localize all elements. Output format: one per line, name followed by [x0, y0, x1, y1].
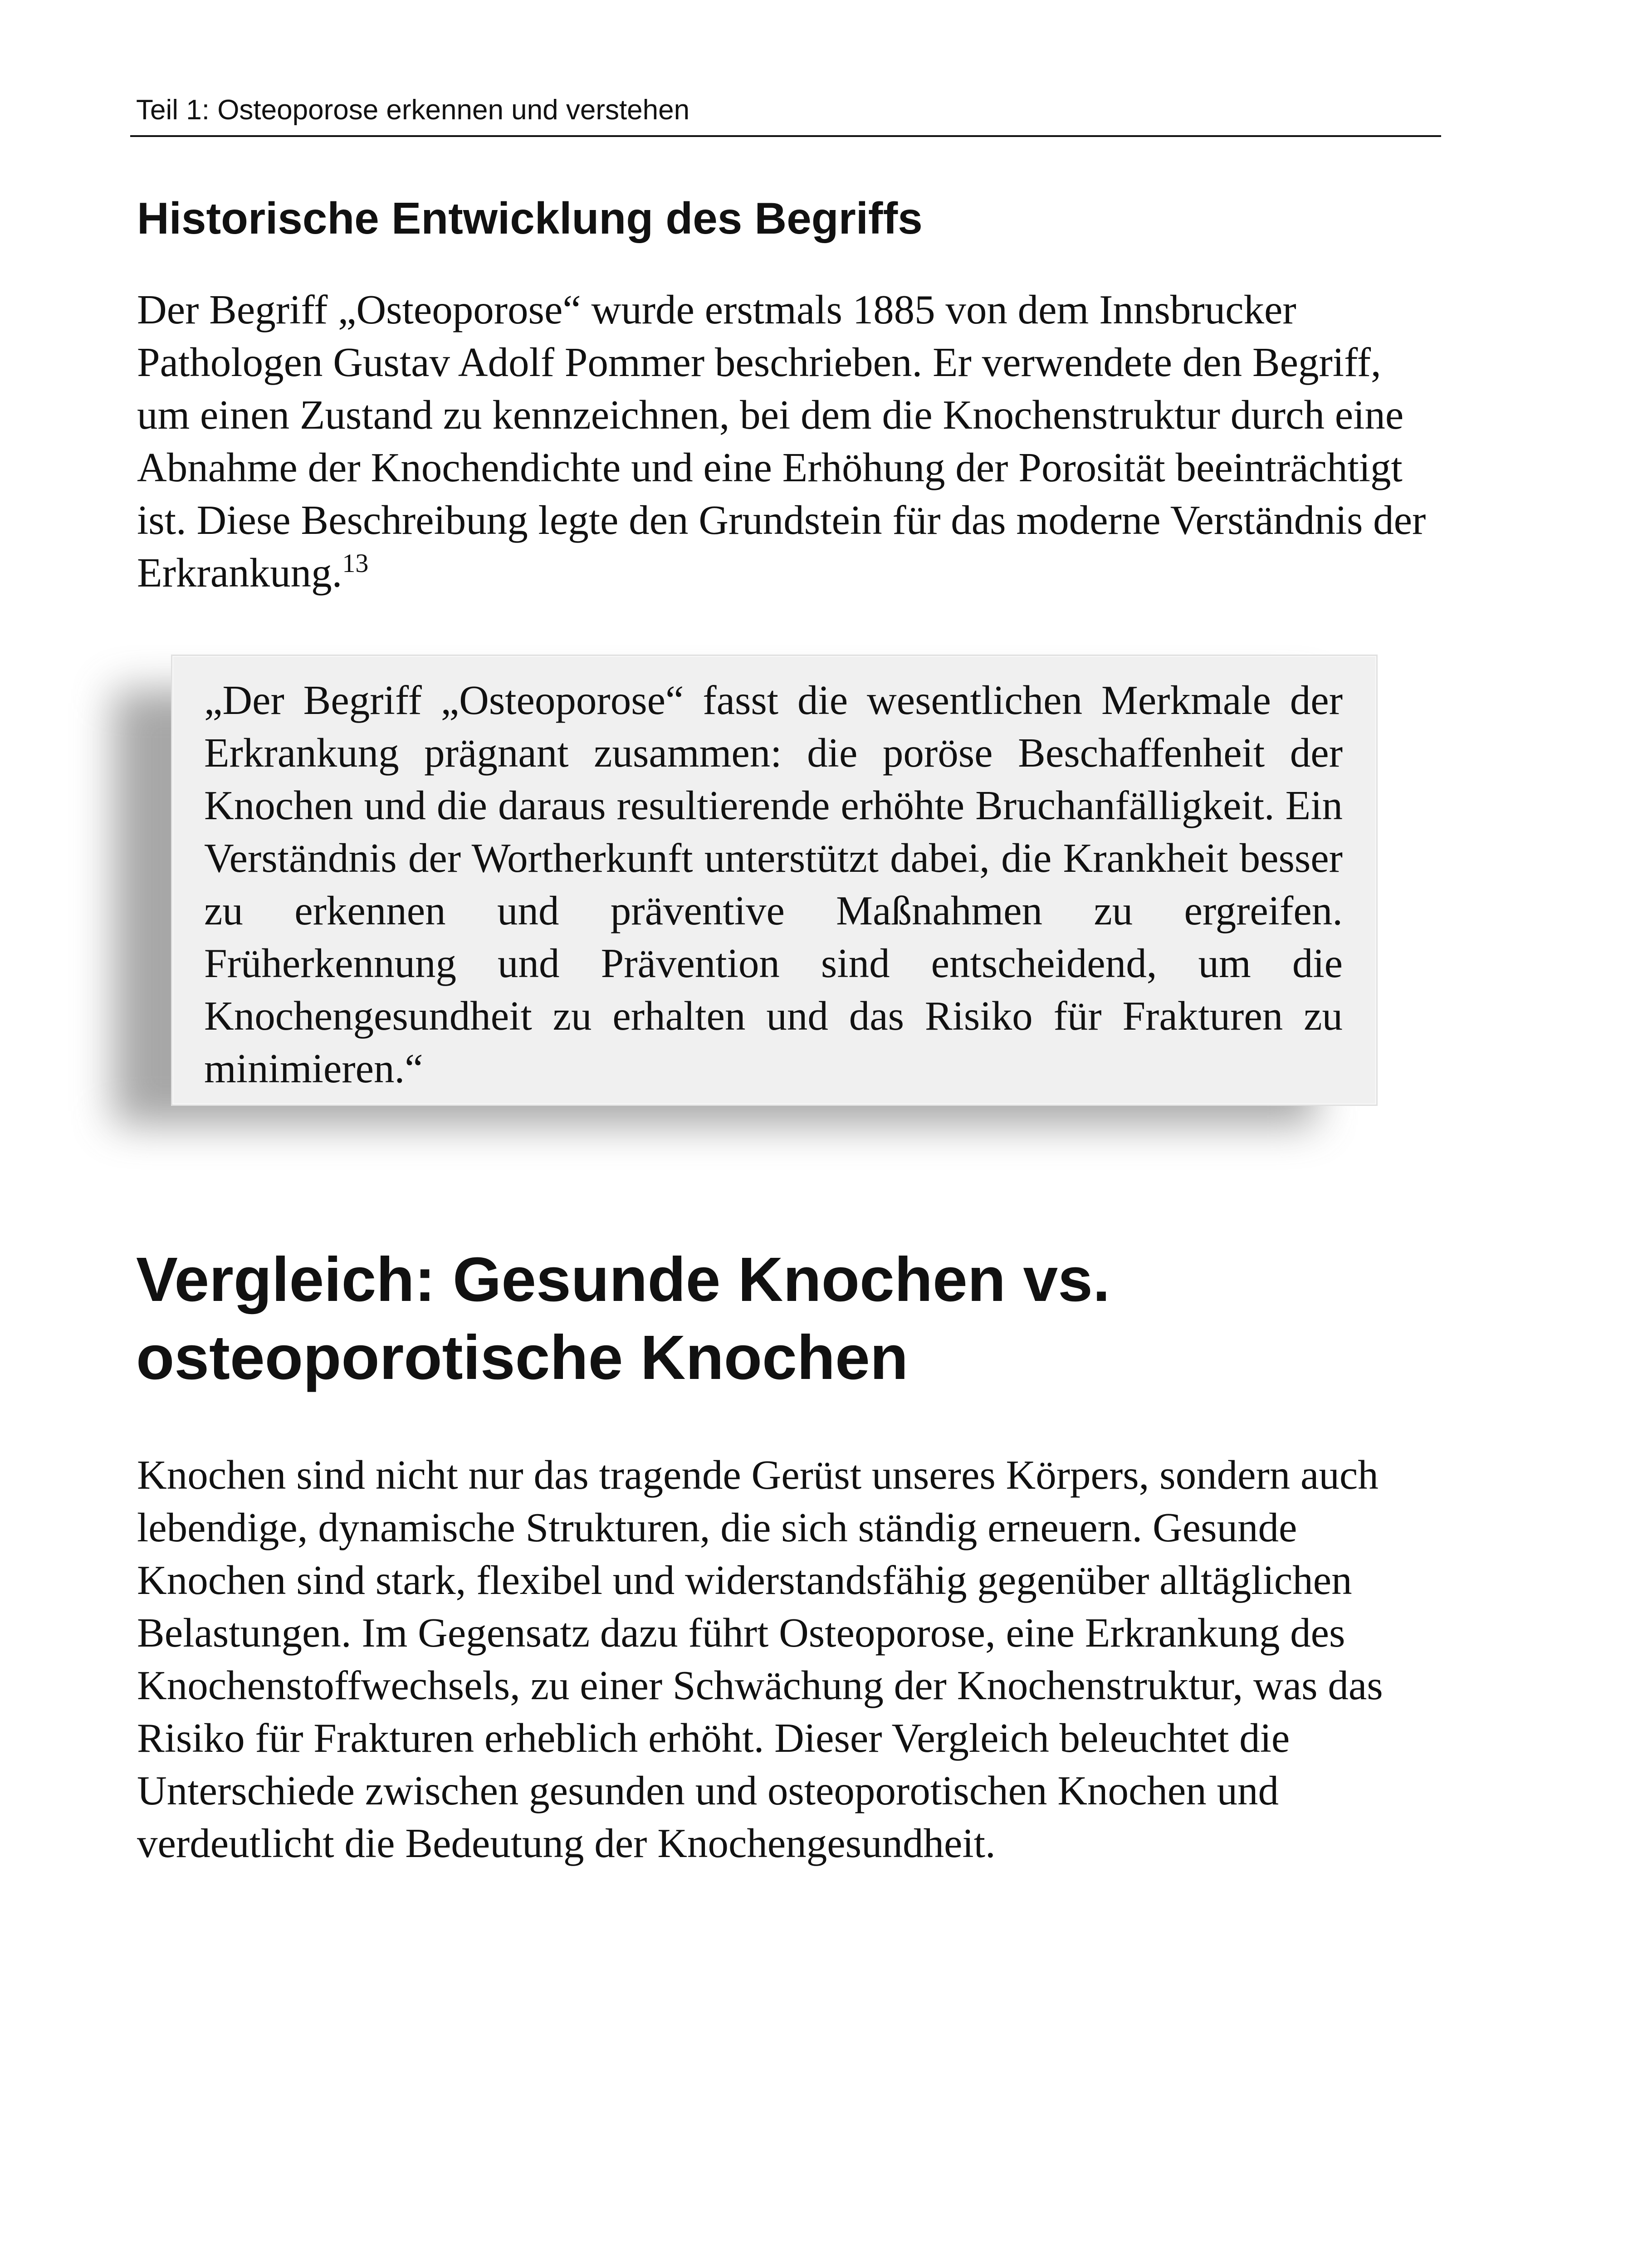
section-heading-history: Historische Entwicklung des Begriffs	[137, 193, 923, 243]
history-paragraph-text: Der Begriff „Osteoporose“ wurde erstmals 1885 von dem Innsbrucker Pathologen Gustav Adolf Pommer beschrieben. Er verwendete den Begriff, um einen Zustand zu kennzeichnen, bei dem die Knochenstruktur durch eine Abnahme der Knochendichte und eine Erhöhung der Porosität beeinträchtigt ist. Diese Beschreibung legte den Grundstein für das moderne Verständnis der Erkrankung.	[137, 287, 1426, 596]
header-divider	[130, 135, 1441, 137]
footnote-reference: 13	[342, 548, 369, 578]
quote-text: „Der Begriff „Osteoporose“ fasst die wesentlichen Merkmale der Erkrankung prägnant zusammen: die poröse Beschaffenheit der Knochen und die daraus resultierende erhöhte Bruchanfälligkeit. Ein Verständnis der Wortherkunft unterstützt dabei, die Krankheit besser zu erkennen und präventive Maßnahmen zu ergreifen. Früherkennung und Prävention sind entscheidend, um die Knochengesundheit zu erhalten und das Risiko für Frakturen zu minimieren.“	[204, 677, 1343, 1091]
comparison-paragraph: Knochen sind nicht nur das tragende Gerüst unseres Körpers, sondern auch lebendige, dynamische Strukturen, die sich ständig erneuern. Gesunde Knochen sind stark, flexibel und widerstandsfähig gegenüber alltäglichen Belastungen. Im Gegensatz dazu führt Osteoporose, eine Erkrankung des Knochenstoffwechsels, zu einer Schwächung der Knochenstruktur, was das Risiko für Frakturen erheblich erhöht. Dieser Vergleich beleuchtet die Unterschiede zwischen gesunden und osteoporotischen Knochen und verdeutlicht die Bedeutung der Knochengesundheit.	[137, 1452, 1383, 1866]
running-header: Teil 1: Osteoporose erkennen und verstehen	[136, 94, 690, 126]
section-heading-comparison: Vergleich: Gesunde Knochen vs. osteoporotische Knochen	[136, 1245, 1110, 1393]
history-paragraph	[137, 284, 1439, 599]
quote-box	[171, 655, 1378, 1106]
